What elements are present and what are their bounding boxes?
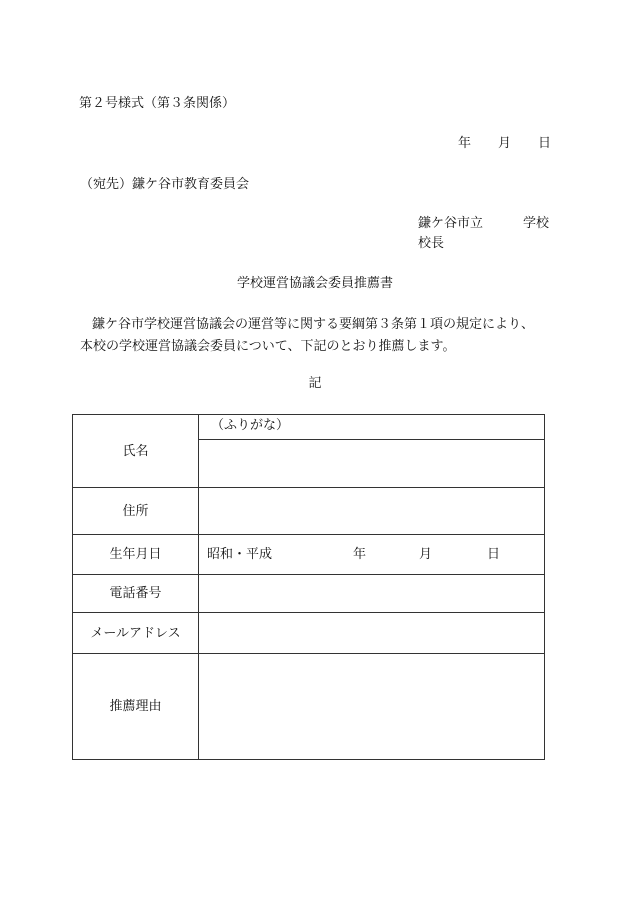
dob-label: 生年月日 (73, 535, 199, 575)
school-suffix: 学校 (523, 216, 550, 231)
name-field[interactable] (199, 440, 545, 488)
furigana-label: （ふりがな） (211, 418, 290, 433)
dob-field[interactable] (199, 535, 545, 575)
name-label: 氏名 (73, 415, 199, 488)
email-field[interactable] (199, 613, 545, 654)
dob-era: 昭和・平成 (207, 547, 273, 562)
principal: 校長 (418, 236, 445, 251)
form-number: 第２号様式（第３条関係） (79, 96, 236, 111)
body-text-line-1: 鎌ケ谷市学校運営協議会の運営等に関する要綱第３条第１項の規定により、 (92, 317, 535, 332)
address-field[interactable] (199, 488, 545, 535)
date-year: 年 (458, 136, 472, 151)
dob-month: 月 (419, 547, 433, 562)
date-line (458, 137, 551, 150)
school-line (418, 217, 549, 230)
phone-field[interactable] (199, 575, 545, 613)
document-title: 学校運営協議会委員推薦書 (236, 276, 393, 291)
school-prefix: 鎌ケ谷市立 (418, 216, 484, 231)
reason-field[interactable] (199, 654, 545, 760)
dob-day: 日 (487, 547, 501, 562)
furigana-field[interactable] (199, 415, 545, 440)
dob-year: 年 (353, 547, 367, 562)
address-label: 住所 (73, 488, 199, 535)
reason-label: 推薦理由 (73, 654, 199, 760)
phone-label: 電話番号 (73, 575, 199, 613)
recommendation-form-table (72, 414, 545, 760)
date-month: 月 (498, 136, 512, 151)
email-label: メールアドレス (73, 613, 199, 654)
ki-heading: 記 (308, 376, 322, 391)
body-text-line-2: 本校の学校運営協議会委員について、下記のとおり推薦します。 (80, 339, 456, 354)
date-day: 日 (538, 136, 552, 151)
addressee: （宛先）鎌ケ谷市教育委員会 (80, 177, 250, 192)
